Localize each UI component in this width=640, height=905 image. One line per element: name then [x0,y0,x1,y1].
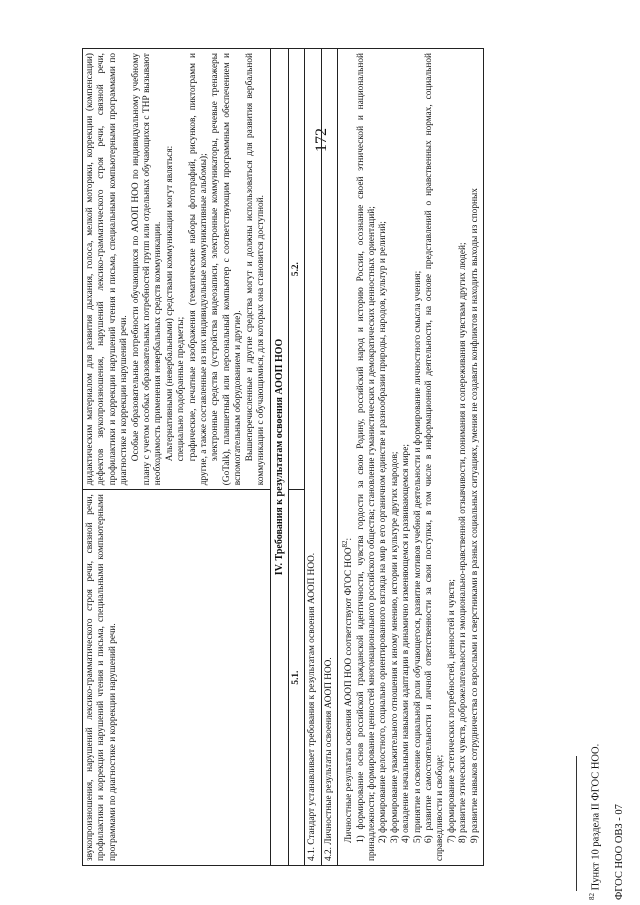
top-left-text: звукопроизношения, нарушений лексико-грамматического строя речи, связной речи, профилактики и коррекции нарушений чтения и письма, специальными компьютерными программами по диагностике и коррекции нарушений речи. [85,494,118,861]
personal-results-cell [338,49,484,866]
footnote-marker: 82 [588,893,596,900]
list-item: 6) развитие самостоятельности и личной ответственности за свои поступки, в том числе в информационной деятельности, на основе представлений о нравственных нормах, социальной справедливости и свободе; [424,53,446,861]
table-row [305,49,321,866]
table-row [321,49,337,866]
list-item: 3) формирование уважительного отношения к иному мнению, истории и культуре других народов; [389,451,400,843]
intro-text: Личностные результаты освоения АООП НОО соответствуют ФГОС НОО [344,547,355,843]
row-4-1: 4.1. Стандарт устанавливает требования к результатам освоения АООП НОО. [305,49,321,866]
table-row [288,49,304,866]
list-item: 7) формирование эстетических потребностей, ценностей и чувств; [446,579,457,843]
right-paragraph: Альтернативными (невербальными) средствами коммуникации могут являться: [164,145,175,462]
document-body [82,48,572,866]
right-paragraph: Особые образовательные потребности обучающихся по АООП НОО по индивидуальному учебному плану с учетом особых образовательных потребностей групп или отдельных обучающихся с ТНР вызывают необходимость применения невербальных средств коммуникации. [130,53,164,486]
section-title: IV. Требования к результатам освоения АООП НОО [270,49,288,866]
requirements-table [82,48,484,866]
list-item: 5) принятие и освоение социальной роли обучающегося, развитие мотивов учебной деятельности и формирование личностного смысла учения; [412,270,423,843]
footnote [588,744,602,900]
list-item: 9) развитие навыков сотрудничества со взрослыми и сверстниками в разных социальных ситуациях, умения не создавать конфликтов и находить выходы из спорных [469,188,480,843]
right-paragraph: электронные средства (устройства видеозаписи, электронные коммуникаторы, речевые тренажеры (GoTalk), планшетный или персональный компьютер с соответствующим программным обеспечением и вспомогательным оборудованием и другие). [210,53,244,486]
right-paragraph: Вышеперечисленные и другие средства могут и должны использоваться для развития вербальной коммуникации с обучающимися, для которых она становится доступной. [244,53,267,486]
table-row [270,49,288,866]
right-paragraph: дидактическим материалом для развития дыхания, голоса, мелкой моторики, коррекции (компенсации) дефектов звукопроизношения, нарушений лексико-грамматического строя речи, связной речи, профилактики и коррекции нарушений чтения и письма, специальными компьютерными программами по диагностике и коррекции нарушений речи. [85,53,130,486]
top-right-cell [83,49,271,490]
column-header-5-1: 5.1. [288,490,304,866]
footnote-ref: 82 [341,540,350,548]
document-code: ФГОС НОО ОВЗ - 07 [614,804,625,900]
column-header-5-2: 5.2. [288,49,304,490]
table-row [83,49,271,866]
page-number: 172 [313,128,330,152]
footnote-divider [576,756,577,891]
list-item: 1) формирование основ российской гражданской идентичности, чувства гордости за свою Родину, российский народ и историю России, осознание своей этнической и национальной принадлежности; формирование ценностей многонационального российского общества; становление гуманистических и демократических ценностных ориентаций; [355,53,378,861]
table-row [338,49,484,866]
list-item: 8) развитие этических чувств, доброжелательности и эмоционально-нравственной отзывчивости, понимания и сопереживания чувствам других людей; [458,242,469,843]
right-paragraph: графические, печатные изображения (тематические наборы фотографий, рисунков, пиктограмм и другие, а также составленные из них индивидуальные коммуникативные альбомы); [187,53,210,486]
personal-results-intro: Личностные результаты освоения АООП НОО соответствуют ФГОС НОО$^{82}$: [341,537,355,843]
list-item: 4) овладение начальными навыками адаптации в динамично изменяющемся и развивающемся мире; [401,444,412,843]
row-4-2: 4.2. Личностные результаты освоения АООП НОО. [321,49,337,866]
footnote-text: Пункт 10 раздела II ФГОС НОО. [590,743,602,891]
top-left-cell [83,490,271,866]
right-paragraph: специально подобранные предметы; [176,316,187,462]
list-item: 2) формирование целостного, социально ориентированного взгляда на мир в его органичном единстве и разнообразии природы, народов, культур и религий; [378,221,389,843]
